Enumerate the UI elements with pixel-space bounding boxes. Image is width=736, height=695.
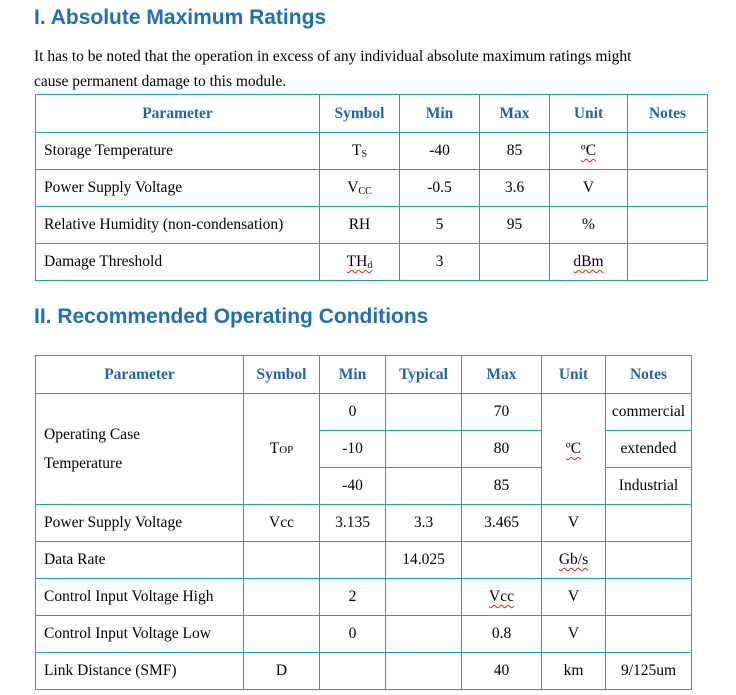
symbol-text: Vcc [269, 514, 294, 531]
max-text: Vcc [489, 588, 514, 605]
symbol-main: T [269, 440, 280, 457]
param-line-2: Temperature [44, 455, 123, 472]
table-row [36, 170, 708, 207]
symbol-main: RH [348, 216, 371, 233]
header-symbol: Symbol [244, 356, 320, 394]
typical-cell [386, 394, 462, 431]
notes-cell [628, 170, 708, 207]
max-cell [480, 244, 550, 281]
symbol-main: TH [346, 253, 368, 270]
symbol-subscript: OP [279, 444, 294, 456]
max-cell: 0.8 [462, 616, 542, 653]
header-typical: Typical [386, 356, 462, 394]
unit-cell [542, 394, 606, 505]
min-cell [320, 653, 386, 690]
recommended-operating-conditions-table [35, 355, 692, 690]
header-symbol: Symbol [320, 95, 400, 133]
param-line-1: Operating Case [44, 426, 140, 443]
typical-cell [386, 431, 462, 468]
unit-cell: V [550, 170, 628, 207]
warning-line-1: It has to be noted that the operation in excess of any individual absolute maximum ratings might [34, 48, 632, 65]
min-cell: 3 [400, 244, 480, 281]
unit-cell: km [542, 653, 606, 690]
param-cell: Relative Humidity (non-condensation) [36, 207, 320, 244]
max-cell: 85 [462, 468, 542, 505]
table-row [36, 207, 708, 244]
notes-cell [606, 579, 692, 616]
table-row [36, 244, 708, 281]
unit-text: ºC [580, 142, 597, 159]
unit-text: Gb/s [558, 551, 589, 568]
notes-cell [628, 207, 708, 244]
symbol-subscript: S [361, 149, 368, 160]
min-cell: 0 [320, 394, 386, 431]
notes-cell [628, 244, 708, 281]
symbol-cell: D [244, 653, 320, 690]
notes-cell [606, 616, 692, 653]
max-cell: 70 [462, 394, 542, 431]
notes-cell [606, 505, 692, 542]
min-cell: -40 [400, 133, 480, 170]
symbol-subscript: CC [358, 186, 372, 197]
table-row [36, 616, 692, 653]
table-row [36, 653, 692, 690]
min-cell: 5 [400, 207, 480, 244]
symbol-text [347, 253, 373, 270]
param-cell: Link Distance (SMF) [36, 653, 244, 690]
param-cell: Damage Threshold [36, 244, 320, 281]
typical-cell [386, 616, 462, 653]
table-header-row [36, 356, 692, 394]
section-1-heading: I. Absolute Maximum Ratings [34, 6, 327, 29]
unit-cell [550, 244, 628, 281]
min-cell: 0 [320, 616, 386, 653]
unit-cell [542, 542, 606, 579]
min-cell: 3.135 [320, 505, 386, 542]
typical-cell: 3.3 [386, 505, 462, 542]
param-cell: Control Input Voltage High [36, 579, 244, 616]
header-notes: Notes [606, 356, 692, 394]
table-row [36, 394, 692, 431]
max-cell: 3.6 [480, 170, 550, 207]
table-row [36, 579, 692, 616]
unit-text: dBm [573, 253, 604, 270]
header-min: Min [400, 95, 480, 133]
header-min: Min [320, 356, 386, 394]
max-cell: 40 [462, 653, 542, 690]
header-unit: Unit [542, 356, 606, 394]
param-cell: Storage Temperature [36, 133, 320, 170]
symbol-main: V [347, 179, 359, 196]
symbol-cell [244, 505, 320, 542]
typical-cell: 14.025 [386, 542, 462, 579]
symbol-cell [244, 616, 320, 653]
min-cell: -10 [320, 431, 386, 468]
table-row [36, 505, 692, 542]
table-header-row [36, 95, 708, 133]
symbol-cell [320, 170, 400, 207]
header-max: Max [480, 95, 550, 133]
param-cell: Power Supply Voltage [36, 505, 244, 542]
symbol-cell [320, 207, 400, 244]
absolute-max-ratings-table [35, 94, 708, 281]
unit-cell: V [542, 505, 606, 542]
notes-cell [606, 542, 692, 579]
table-row [36, 133, 708, 170]
symbol-cell [320, 133, 400, 170]
notes-cell: commercial [606, 394, 692, 431]
unit-text: ºC [565, 440, 582, 457]
max-cell: 80 [462, 431, 542, 468]
max-cell: 85 [480, 133, 550, 170]
notes-cell: 9/125um [606, 653, 692, 690]
symbol-cell [244, 394, 320, 505]
min-cell [320, 542, 386, 579]
symbol-cell [244, 579, 320, 616]
typical-cell [386, 653, 462, 690]
max-cell: 3.465 [462, 505, 542, 542]
max-cell: 95 [480, 207, 550, 244]
header-max: Max [462, 356, 542, 394]
warning-line-2: cause permanent damage to this module. [34, 73, 287, 90]
typical-cell [386, 579, 462, 616]
min-cell: -40 [320, 468, 386, 505]
param-cell: Data Rate [36, 542, 244, 579]
typical-cell [386, 468, 462, 505]
param-cell [36, 394, 244, 505]
notes-cell: extended [606, 431, 692, 468]
warning-paragraph [34, 44, 704, 94]
header-parameter: Parameter [36, 356, 244, 394]
unit-cell: V [542, 579, 606, 616]
min-cell: 2 [320, 579, 386, 616]
header-notes: Notes [628, 95, 708, 133]
param-cell: Control Input Voltage Low [36, 616, 244, 653]
unit-cell [550, 133, 628, 170]
table-row [36, 542, 692, 579]
header-unit: Unit [550, 95, 628, 133]
header-parameter: Parameter [36, 95, 320, 133]
param-cell: Power Supply Voltage [36, 170, 320, 207]
symbol-subscript: d [367, 260, 373, 271]
notes-cell [628, 133, 708, 170]
symbol-cell [320, 244, 400, 281]
notes-cell: Industrial [606, 468, 692, 505]
max-cell [462, 579, 542, 616]
symbol-cell [244, 542, 320, 579]
unit-cell: V [542, 616, 606, 653]
symbol-main: T [351, 142, 362, 159]
min-cell: -0.5 [400, 170, 480, 207]
unit-cell: % [550, 207, 628, 244]
section-2-heading: II. Recommended Operating Conditions [34, 305, 429, 328]
max-cell [462, 542, 542, 579]
